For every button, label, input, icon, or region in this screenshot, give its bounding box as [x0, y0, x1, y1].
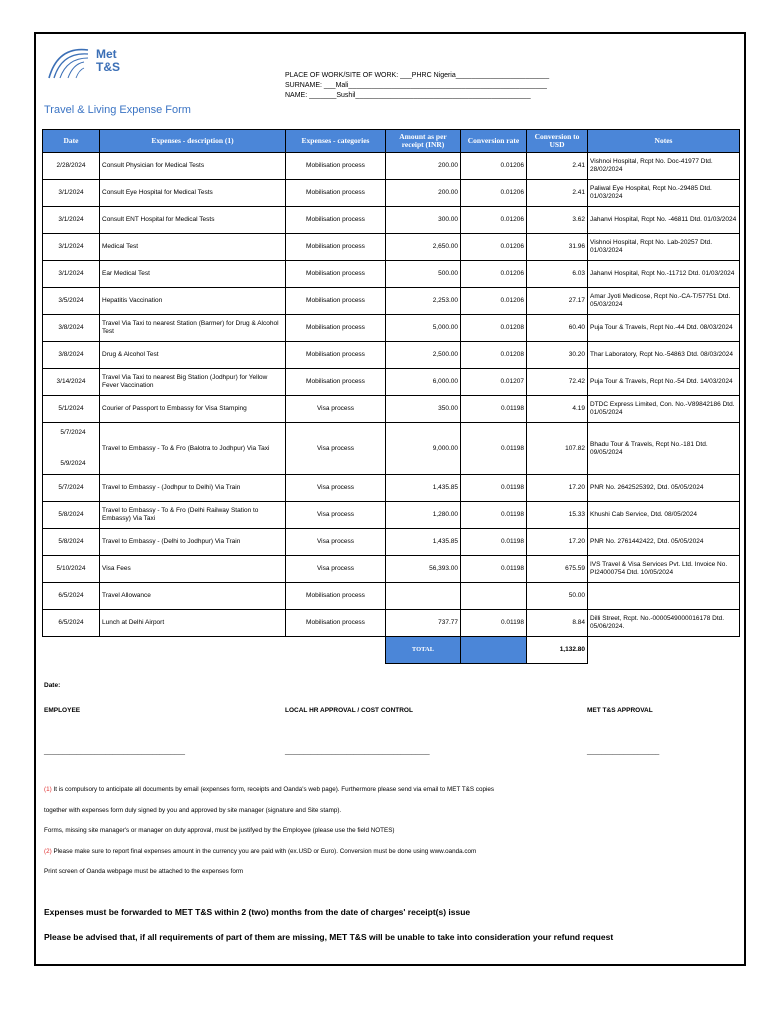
cell-description: Consult Eye Hospital for Medical Tests	[100, 180, 286, 207]
cell-rate	[461, 583, 527, 610]
cell-amount: 56,393.00	[386, 556, 461, 583]
cell-description: Travel to Embassy - To & Fro (Balotra to Jodhpur) Via Taxi	[100, 423, 286, 475]
cell-rate: 0.01206	[461, 234, 527, 261]
cell-date: 3/8/2024	[43, 315, 100, 342]
cell-date: 3/14/2024	[43, 369, 100, 396]
cell-notes: Puja Tour & Travels, Rcpt No.-54 Dtd. 14/03/2024	[588, 369, 740, 396]
cell-category: Mobilisation process	[286, 369, 386, 396]
cell-description: Consult ENT Hospital for Medical Tests	[100, 207, 286, 234]
cell-notes: Thar Laboratory, Rcpt No.-54863 Dtd. 08/03/2024	[588, 342, 740, 369]
cell-amount: 2,253.00	[386, 288, 461, 315]
cell-notes: PNR No. 2642525392, Dtd. 05/05/2024	[588, 475, 740, 502]
cell-usd: 3.62	[527, 207, 588, 234]
cell-rate: 0.01198	[461, 475, 527, 502]
cell-rate: 0.01198	[461, 556, 527, 583]
cell-category: Mobilisation process	[286, 153, 386, 180]
cell-usd: 72.42	[527, 369, 588, 396]
col-usd: Conversion to USD	[527, 130, 588, 153]
total-value: 1,132.80	[527, 637, 588, 664]
logo-line1: Met	[96, 47, 117, 61]
note-2-marker: (2)	[44, 848, 52, 855]
cell-rate: 0.01206	[461, 261, 527, 288]
place-of-work: PLACE OF WORK/SITE OF WORK: ___PHRC Nigeria________________________	[285, 72, 550, 79]
cell-usd: 2.41	[527, 180, 588, 207]
cell-usd: 107.82	[527, 423, 588, 475]
table-row	[43, 396, 740, 423]
cell-rate: 0.01198	[461, 502, 527, 529]
cell-notes: Paliwal Eye Hospital, Rcpt No.-29485 Dtd. 01/03/2024	[588, 180, 740, 207]
note-1-marker: (1)	[44, 786, 52, 793]
cell-rate: 0.01206	[461, 288, 527, 315]
cell-category: Mobilisation process	[286, 288, 386, 315]
cell-rate: 0.01208	[461, 342, 527, 369]
cell-amount: 737.77	[386, 610, 461, 637]
cell-notes: Dilli Street, Rcpt. No.-0000549000016178 Dtd. 05/06/2024.	[588, 610, 740, 637]
col-amount: Amount as per receipt (INR)	[386, 130, 461, 153]
cell-rate: 0.01207	[461, 369, 527, 396]
cell-notes	[588, 583, 740, 610]
cell-description: Travel Allowance	[100, 583, 286, 610]
cell-notes: Puja Tour & Travels, Rcpt No.-44 Dtd. 08/03/2024	[588, 315, 740, 342]
cell-description: Travel to Embassy - (Delhi to Jodhpur) Via Train	[100, 529, 286, 556]
cell-usd: 4.19	[527, 396, 588, 423]
cell-category: Mobilisation process	[286, 315, 386, 342]
cell-rate: 0.01206	[461, 207, 527, 234]
table-row	[43, 234, 740, 261]
cell-description: Lunch at Delhi Airport	[100, 610, 286, 637]
logo-arc-icon	[46, 44, 96, 80]
table-row	[43, 369, 740, 396]
cell-description: Travel to Embassy - (Jodhpur to Delhi) Via Train	[100, 475, 286, 502]
cell-category: Mobilisation process	[286, 342, 386, 369]
cell-rate: 0.01206	[461, 153, 527, 180]
met-approval-label: MET T&S APPROVAL	[587, 707, 653, 714]
cell-notes: Vishnoi Hospital, Rcpt No. Doc-41977 Dtd. 28/02/2024	[588, 153, 740, 180]
form-title: Travel & Living Expense Form	[44, 104, 191, 116]
cell-usd: 2.41	[527, 153, 588, 180]
local-hr-label: LOCAL HR APPROVAL / COST CONTROL	[285, 707, 413, 714]
cell-date: 5/7/2024	[43, 475, 100, 502]
cell-date: 3/1/2024	[43, 234, 100, 261]
cell-amount: 1,435.85	[386, 529, 461, 556]
col-description: Expenses - description (1)	[100, 130, 286, 153]
cell-amount: 500.00	[386, 261, 461, 288]
cell-amount	[386, 583, 461, 610]
cell-amount: 1,280.00	[386, 502, 461, 529]
cell-category: Mobilisation process	[286, 180, 386, 207]
cell-usd: 17.20	[527, 529, 588, 556]
note-2-text: Please make sure to report final expenses amount in the currency you are paid with (ex.USD or Euro). Conversion must be done using www.oanda.com	[51, 848, 477, 855]
cell-date-start: 5/7/2024	[60, 429, 86, 436]
cell-rate: 0.01198	[461, 610, 527, 637]
expense-table	[42, 129, 740, 664]
cell-rate: 0.01198	[461, 423, 527, 475]
cell-notes: Vishnoi Hospital, Rcpt No. Lab-20257 Dtd. 01/03/2024	[588, 234, 740, 261]
table-row	[43, 342, 740, 369]
cell-description: Consult Physician for Medical Tests	[100, 153, 286, 180]
cell-date-end: 5/9/2024	[60, 460, 86, 467]
table-row	[43, 153, 740, 180]
table-row	[43, 583, 740, 610]
company-logo	[46, 44, 136, 84]
cell-description: Visa Fees	[100, 556, 286, 583]
date-label: Date:	[44, 682, 61, 689]
cell-notes: Bhadu Tour & Travels, Rcpt No.-181 Dtd. 09/05/2024	[588, 423, 740, 475]
cell-date: 3/5/2024	[43, 288, 100, 315]
cell-date: 3/1/2024	[43, 261, 100, 288]
cell-date: 3/1/2024	[43, 180, 100, 207]
cell-usd: 15.33	[527, 502, 588, 529]
cell-amount: 350.00	[386, 396, 461, 423]
cell-description: Hepatitis Vaccination	[100, 288, 286, 315]
deadline-notice: Expenses must be forwarded to MET T&S within 2 (two) months from the date of charges' receipt(s) issue	[44, 907, 471, 917]
cell-category: Mobilisation process	[286, 261, 386, 288]
cell-date: 6/5/2024	[43, 610, 100, 637]
cell-date: 5/1/2024	[43, 396, 100, 423]
cell-description: Travel Via Taxi to nearest Big Station (Jodhpur) for Yellow Fever Vaccination	[100, 369, 286, 396]
met-signature-line: ____________________	[587, 748, 660, 755]
logo-line2: T&S	[96, 60, 120, 74]
cell-category: Visa process	[286, 396, 386, 423]
table-row	[43, 207, 740, 234]
note-1-forms: Forms, missing site manager's or manager on duty approval, must be justifyed by the Employee (please use the field NOTES)	[44, 827, 395, 834]
cell-category: Mobilisation process	[286, 234, 386, 261]
col-category: Expenses - categories	[286, 130, 386, 153]
name: NAME: _______Sushil_____________________________________________	[285, 92, 531, 99]
note-1-cont: together with expenses form duly signed by you and approved by site manager (signature and Site stamp).	[44, 807, 342, 814]
table-row	[43, 475, 740, 502]
cell-usd: 6.03	[527, 261, 588, 288]
cell-category: Visa process	[286, 475, 386, 502]
cell-amount: 1,435.85	[386, 475, 461, 502]
cell-description: Ear Medical Test	[100, 261, 286, 288]
table-row	[43, 610, 740, 637]
cell-rate: 0.01198	[461, 396, 527, 423]
cell-usd: 8.84	[527, 610, 588, 637]
cell-rate: 0.01198	[461, 529, 527, 556]
cell-usd: 31.96	[527, 234, 588, 261]
cell-category: Visa process	[286, 529, 386, 556]
surname: SURNAME: ___Mali___________________________________________________	[285, 82, 547, 89]
total-spacer	[461, 637, 527, 664]
col-date: Date	[43, 130, 100, 153]
table-row	[43, 529, 740, 556]
cell-category: Visa process	[286, 423, 386, 475]
table-row	[43, 556, 740, 583]
table-row	[43, 423, 740, 475]
cell-rate: 0.01208	[461, 315, 527, 342]
table-row	[43, 502, 740, 529]
cell-amount: 2,500.00	[386, 342, 461, 369]
col-rate: Conversion rate	[461, 130, 527, 153]
cell-amount: 5,000.00	[386, 315, 461, 342]
cell-amount: 300.00	[386, 207, 461, 234]
employee-info	[285, 71, 549, 101]
table-row	[43, 180, 740, 207]
table-row	[43, 261, 740, 288]
cell-category: Mobilisation process	[286, 610, 386, 637]
cell-date: 3/8/2024	[43, 342, 100, 369]
cell-date: 6/5/2024	[43, 583, 100, 610]
cell-category: Mobilisation process	[286, 207, 386, 234]
table-header-row	[43, 130, 740, 153]
employee-label: EMPLOYEE	[44, 707, 81, 714]
note-1	[44, 786, 494, 793]
cell-amount: 200.00	[386, 180, 461, 207]
cell-usd: 675.59	[527, 556, 588, 583]
cell-notes: PNR No. 2761442422, Dtd. 05/05/2024	[588, 529, 740, 556]
cell-notes: Jahanvi Hospital, Rcpt No.-11712 Dtd. 01/03/2024	[588, 261, 740, 288]
cell-date: 5/8/2024	[43, 502, 100, 529]
cell-notes: Amar Jyoti Medicose, Rcpt No.-CA-T/57751 Dtd. 05/03/2024	[588, 288, 740, 315]
hr-signature-line: ________________________________________	[285, 748, 430, 755]
refund-notice: Please be advised that, if all requirements of part of them are missing, MET T&S will be unable to take into consideration your refund request	[44, 932, 614, 942]
cell-notes: IVS Travel & Visa Services Pvt. Ltd. Invoice No. PI24000754 Dtd. 10/05/2024	[588, 556, 740, 583]
employee-signature-line: _______________________________________	[44, 748, 185, 755]
cell-usd: 30.20	[527, 342, 588, 369]
cell-rate: 0.01206	[461, 180, 527, 207]
cell-date: 5/10/2024	[43, 556, 100, 583]
cell-date	[43, 423, 100, 475]
table-row	[43, 288, 740, 315]
col-notes: Notes	[588, 130, 740, 153]
note-2-cont: Print screen of Oanda webpage must be attached to the expenses form	[44, 868, 244, 875]
cell-description: Courier of Passport to Embassy for Visa Stamping	[100, 396, 286, 423]
cell-usd: 17.20	[527, 475, 588, 502]
cell-date: 3/1/2024	[43, 207, 100, 234]
cell-usd: 27.17	[527, 288, 588, 315]
cell-date: 2/28/2024	[43, 153, 100, 180]
cell-category: Mobilisation process	[286, 583, 386, 610]
total-label: TOTAL	[386, 637, 461, 664]
cell-amount: 2,650.00	[386, 234, 461, 261]
cell-notes: Khushi Cab Service, Dtd. 08/05/2024	[588, 502, 740, 529]
cell-category: Visa process	[286, 502, 386, 529]
total-row	[43, 637, 740, 664]
cell-description: Medical Test	[100, 234, 286, 261]
table-row	[43, 315, 740, 342]
cell-category: Visa process	[286, 556, 386, 583]
cell-date: 5/8/2024	[43, 529, 100, 556]
cell-amount: 6,000.00	[386, 369, 461, 396]
cell-amount: 9,000.00	[386, 423, 461, 475]
cell-usd: 60.40	[527, 315, 588, 342]
note-2	[44, 848, 476, 855]
cell-usd: 50.00	[527, 583, 588, 610]
cell-description: Travel Via Taxi to nearest Station (Barmer) for Drug & Alcohol Test	[100, 315, 286, 342]
cell-amount: 200.00	[386, 153, 461, 180]
note-1-text: It is compulsory to anticipate all documents by email (expenses form, receipts and Oanda's web page). Furthermore please send via email to MET T&S copies	[51, 786, 495, 793]
cell-notes: DTDC Express Limited, Con. No.-V89842186 Dtd. 01/05/2024	[588, 396, 740, 423]
cell-description: Drug & Alcohol Test	[100, 342, 286, 369]
cell-description: Travel to Embassy - To & Fro (Delhi Railway Station to Embassy) Via Taxi	[100, 502, 286, 529]
cell-notes: Jahanvi Hospital, Rcpt No. -46811 Dtd. 01/03/2024	[588, 207, 740, 234]
